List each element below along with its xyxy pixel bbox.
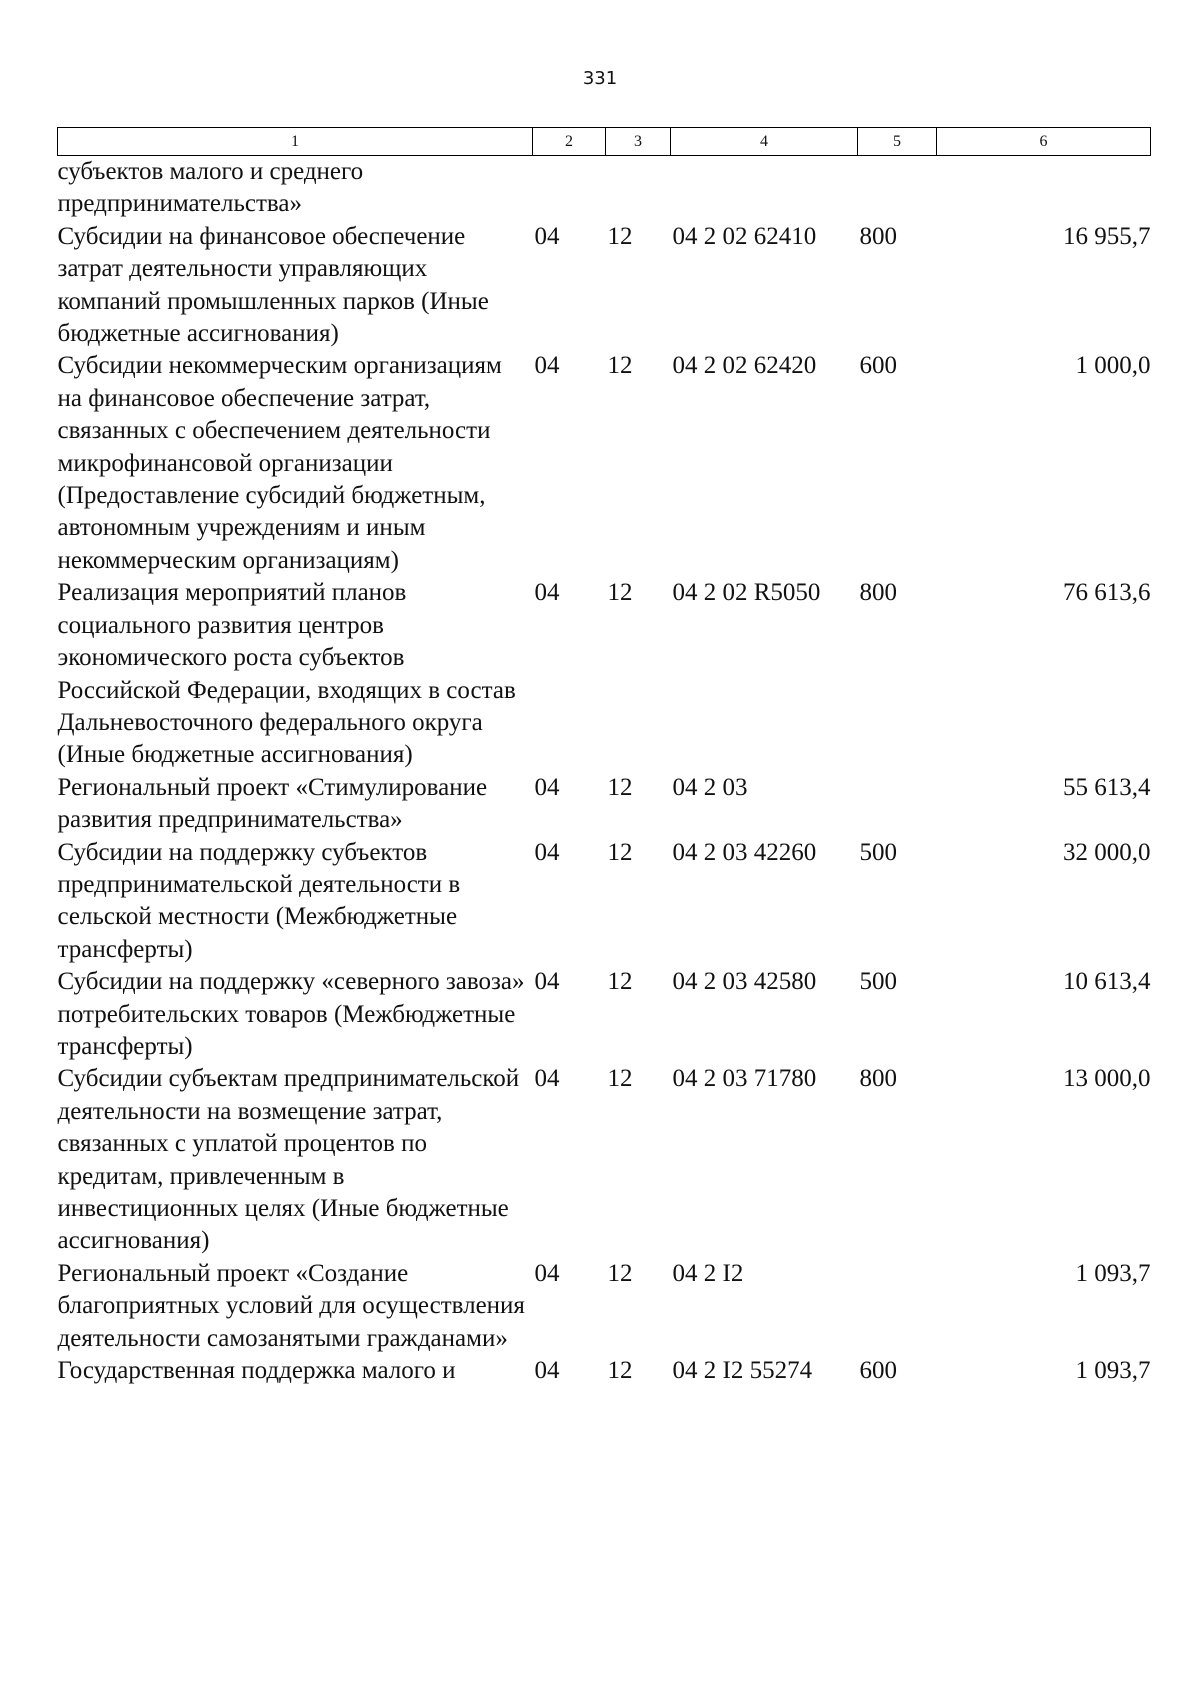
row-target-article: 04 2 I2 [672, 1259, 744, 1287]
header-col-1: 1 [58, 128, 533, 156]
row-amount: 16 955,7 [1063, 222, 1151, 250]
row-expense-type: 500 [859, 968, 897, 996]
row-description: Региональный проект «Создание благоприятных условий для осуществления деятельности самозанятыми гражданами» [57, 1259, 525, 1352]
row-target-article: 04 2 03 71780 [672, 1065, 817, 1093]
row-amount: 1 093,7 [1075, 1259, 1151, 1287]
row-description: Государственная поддержка малого и [57, 1357, 456, 1385]
row-subsection: 12 [607, 968, 633, 996]
header-col-2: 2 [533, 128, 606, 156]
row-section [533, 156, 606, 221]
row-subsection: 12 [607, 1259, 633, 1287]
row-subsection: 12 [607, 222, 633, 250]
row-target-article: 04 2 02 R5050 [672, 579, 821, 607]
row-amount: 76 613,6 [1063, 579, 1151, 607]
row-subsection: 12 [607, 1065, 633, 1093]
row-section: 04 [534, 1357, 560, 1385]
row-target-article [671, 156, 858, 221]
row-amount: 1 093,7 [1075, 1357, 1151, 1385]
row-target-article: 04 2 03 [672, 773, 748, 801]
table-row [58, 156, 1151, 221]
row-section: 04 [534, 838, 560, 866]
row-subsection: 12 [607, 352, 633, 380]
row-expense-type: 800 [859, 1065, 897, 1093]
header-col-5: 5 [858, 128, 937, 156]
header-col-4: 4 [671, 128, 858, 156]
table-row [58, 966, 1151, 1063]
row-target-article: 04 2 I2 55274 [672, 1357, 813, 1385]
row-expense-type: 600 [859, 352, 897, 380]
table-header [58, 128, 1151, 156]
row-target-article: 04 2 03 42260 [672, 838, 817, 866]
row-section: 04 [534, 579, 560, 607]
row-description: Субсидии субъектам предпринимательской деятельности на возмещение затрат, связанных с уплатой процентов по кредитам, привлеченным в инвестиционных целях (Иные бюджетные ассигнования) [57, 1065, 520, 1255]
row-description: субъектов малого и среднего предпринимательства» [57, 158, 364, 218]
header-row [58, 128, 1151, 156]
header-col-3: 3 [606, 128, 671, 156]
row-section: 04 [534, 352, 560, 380]
row-amount: 32 000,0 [1063, 838, 1151, 866]
table-row [58, 1258, 1151, 1355]
table-row [58, 1355, 1151, 1387]
table-row [58, 350, 1151, 577]
row-amount: 13 000,0 [1063, 1065, 1151, 1093]
row-amount: 1 000,0 [1075, 352, 1151, 380]
row-target-article: 04 2 02 62410 [672, 222, 817, 250]
row-section: 04 [534, 1259, 560, 1287]
row-description: Субсидии некоммерческим организациям на финансовое обеспечение затрат, связанных с обеспечением деятельности микрофинансовой организации (Предоставление субсидий бюджетным, автономным учреждениям и иным некоммерческим организациям) [57, 352, 502, 574]
table-row [58, 1063, 1151, 1257]
row-subsection: 12 [607, 773, 633, 801]
page-number: 331 [582, 68, 618, 89]
row-subsection [606, 156, 671, 221]
table-row [58, 577, 1151, 771]
row-description: Региональный проект «Стимулирование развития предпринимательства» [57, 773, 488, 834]
row-subsection: 12 [607, 1357, 633, 1385]
table-row [58, 837, 1151, 967]
row-subsection: 12 [607, 579, 633, 607]
row-expense-type [858, 772, 937, 837]
row-description: Субсидии на поддержку субъектов предпринимательской деятельности в сельской местности (Межбюджетные трансферты) [57, 838, 461, 963]
row-expense-type: 800 [859, 222, 897, 250]
row-section: 04 [534, 1065, 560, 1093]
row-expense-type: 800 [859, 579, 897, 607]
row-amount: 55 613,4 [1063, 773, 1151, 801]
table-row [58, 221, 1151, 351]
row-expense-type: 600 [859, 1357, 897, 1385]
row-expense-type: 500 [859, 838, 897, 866]
table-row [58, 772, 1151, 837]
row-target-article: 04 2 02 62420 [672, 352, 817, 380]
row-section: 04 [534, 968, 560, 996]
budget-table [57, 127, 1151, 1387]
row-section: 04 [534, 222, 560, 250]
row-amount: 10 613,4 [1063, 968, 1151, 996]
row-description: Реализация мероприятий планов социального развития центров экономического роста субъектов Российской Федерации, входящих в состав Дальневосточного федерального округа (Иные бюджетные ассигнования) [57, 579, 516, 769]
row-expense-type [858, 1258, 937, 1355]
row-description: Субсидии на финансовое обеспечение затрат деятельности управляющих компаний промышленных парков (Иные бюджетные ассигнования) [57, 222, 489, 348]
row-section: 04 [534, 773, 560, 801]
row-description: Субсидии на поддержку «северного завоза» потребительских товаров (Межбюджетные трансферты) [57, 968, 525, 1060]
row-target-article: 04 2 03 42580 [672, 968, 817, 996]
header-col-6: 6 [937, 128, 1151, 156]
table-body [58, 156, 1151, 1388]
row-amount [937, 156, 1151, 221]
row-expense-type [858, 156, 937, 221]
row-subsection: 12 [607, 838, 633, 866]
